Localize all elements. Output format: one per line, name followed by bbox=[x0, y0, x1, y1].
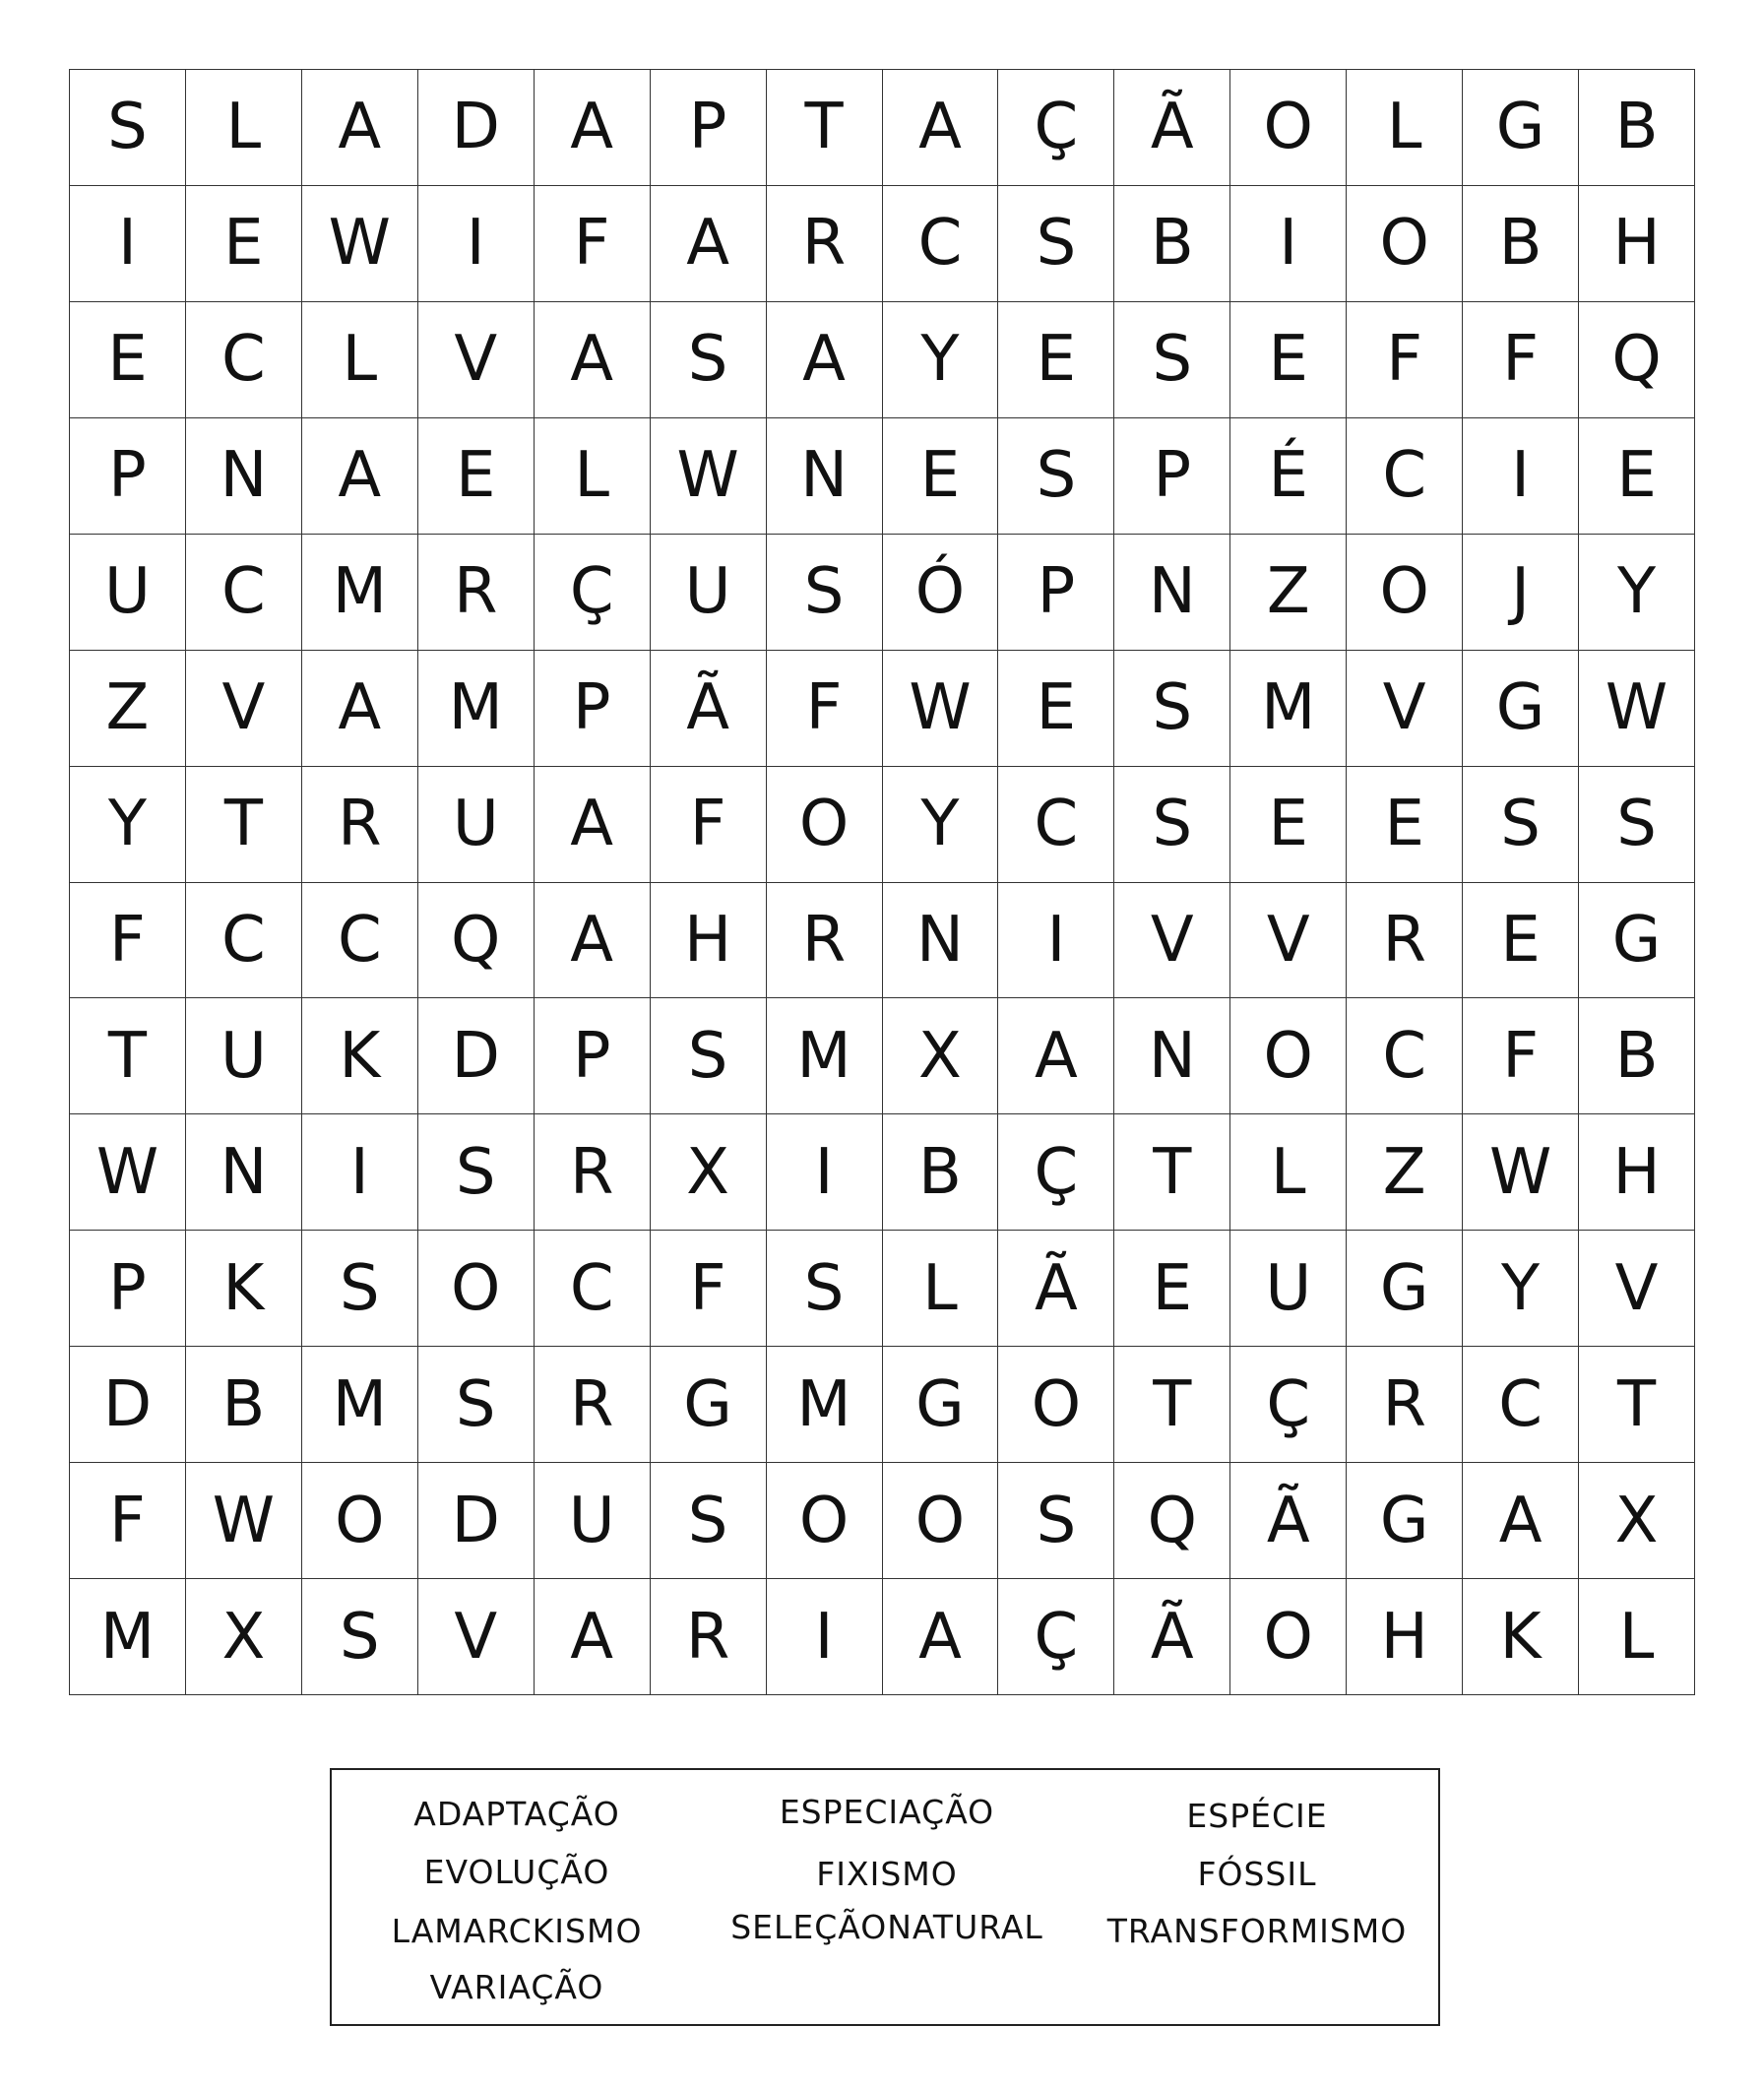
grid-cell[interactable]: O bbox=[1230, 1579, 1347, 1695]
grid-cell[interactable]: V bbox=[1579, 1231, 1695, 1347]
grid-cell[interactable]: A bbox=[302, 70, 418, 186]
word-item: TRANSFORMISMO bbox=[1106, 1912, 1408, 1950]
grid-cell[interactable]: R bbox=[767, 186, 883, 302]
grid-cell[interactable]: S bbox=[418, 1347, 535, 1463]
grid-cell[interactable]: M bbox=[767, 998, 883, 1114]
grid-cell[interactable]: M bbox=[1230, 651, 1347, 767]
grid-cell[interactable]: W bbox=[1463, 1114, 1579, 1231]
grid-cell[interactable]: Ã bbox=[998, 1231, 1114, 1347]
word-item: ESPECIAÇÃO bbox=[779, 1793, 995, 1831]
grid-cell[interactable]: F bbox=[70, 883, 186, 999]
grid-cell[interactable]: D bbox=[418, 998, 535, 1114]
grid-cell[interactable]: L bbox=[186, 70, 302, 186]
grid-cell[interactable]: S bbox=[651, 998, 767, 1114]
grid-cell[interactable]: G bbox=[1579, 883, 1695, 999]
grid-cell[interactable]: Q bbox=[1579, 302, 1695, 418]
word-item: VARIAÇÃO bbox=[429, 1968, 604, 2006]
grid-cell[interactable]: E bbox=[1114, 1231, 1230, 1347]
grid-cell[interactable]: A bbox=[998, 998, 1114, 1114]
grid-cell[interactable]: C bbox=[1347, 998, 1463, 1114]
grid-cell[interactable]: E bbox=[186, 186, 302, 302]
word-item: SELEÇÃONATURAL bbox=[730, 1908, 1043, 1946]
grid-cell[interactable]: A bbox=[883, 1579, 999, 1695]
grid-cell[interactable]: Ç bbox=[1230, 1347, 1347, 1463]
grid-cell[interactable]: S bbox=[418, 1114, 535, 1231]
grid-cell[interactable]: G bbox=[1463, 70, 1579, 186]
grid-cell[interactable]: T bbox=[1579, 1347, 1695, 1463]
grid-cell[interactable]: É bbox=[1230, 418, 1347, 535]
grid-cell[interactable]: E bbox=[998, 651, 1114, 767]
grid-cell[interactable]: N bbox=[1114, 535, 1230, 651]
grid-cell[interactable]: G bbox=[1463, 651, 1579, 767]
grid-cell[interactable]: B bbox=[186, 1347, 302, 1463]
grid-cell[interactable]: W bbox=[883, 651, 999, 767]
grid-cell[interactable]: Z bbox=[1347, 1114, 1463, 1231]
grid-cell[interactable]: A bbox=[535, 1579, 651, 1695]
grid-cell[interactable]: Y bbox=[1579, 535, 1695, 651]
grid-cell[interactable]: F bbox=[651, 1231, 767, 1347]
grid-cell[interactable]: E bbox=[70, 302, 186, 418]
word-list-column-1 bbox=[332, 1770, 702, 2024]
grid-cell[interactable]: E bbox=[998, 302, 1114, 418]
grid-cell[interactable]: N bbox=[186, 1114, 302, 1231]
grid-cell[interactable]: R bbox=[651, 1579, 767, 1695]
grid-cell[interactable]: E bbox=[418, 418, 535, 535]
grid-cell[interactable]: S bbox=[302, 1579, 418, 1695]
grid-cell[interactable]: A bbox=[883, 70, 999, 186]
grid-cell[interactable]: I bbox=[1463, 418, 1579, 535]
grid-cell[interactable]: P bbox=[70, 418, 186, 535]
grid-cell[interactable]: Q bbox=[418, 883, 535, 999]
grid-cell[interactable]: H bbox=[1579, 186, 1695, 302]
grid-cell[interactable]: A bbox=[535, 70, 651, 186]
grid-cell[interactable]: M bbox=[302, 535, 418, 651]
grid-cell[interactable]: S bbox=[1114, 302, 1230, 418]
grid-cell[interactable]: C bbox=[302, 883, 418, 999]
grid-cell[interactable]: R bbox=[535, 1114, 651, 1231]
grid-cell[interactable]: O bbox=[418, 1231, 535, 1347]
grid-cell[interactable]: T bbox=[767, 70, 883, 186]
grid-cell[interactable]: B bbox=[1114, 186, 1230, 302]
grid-cell[interactable]: P bbox=[998, 535, 1114, 651]
grid-cell[interactable]: L bbox=[1347, 70, 1463, 186]
word-item: ESPÉCIE bbox=[1186, 1797, 1328, 1835]
grid-cell[interactable]: C bbox=[535, 1231, 651, 1347]
word-item: EVOLUÇÃO bbox=[423, 1853, 610, 1891]
grid-cell[interactable]: N bbox=[1114, 998, 1230, 1114]
grid-cell[interactable]: E bbox=[1579, 418, 1695, 535]
grid-cell[interactable]: R bbox=[535, 1347, 651, 1463]
grid-cell[interactable]: Ç bbox=[535, 535, 651, 651]
grid-cell[interactable]: O bbox=[1347, 186, 1463, 302]
grid-cell[interactable]: S bbox=[1114, 651, 1230, 767]
grid-cell[interactable]: U bbox=[651, 535, 767, 651]
grid-cell[interactable]: F bbox=[535, 186, 651, 302]
grid-cell[interactable]: L bbox=[302, 302, 418, 418]
grid-cell[interactable]: C bbox=[883, 186, 999, 302]
grid-cell[interactable]: B bbox=[1463, 186, 1579, 302]
grid-cell[interactable]: W bbox=[70, 1114, 186, 1231]
grid-cell[interactable]: E bbox=[883, 418, 999, 535]
grid-cell[interactable]: Ç bbox=[998, 70, 1114, 186]
grid-cell[interactable]: L bbox=[1579, 1579, 1695, 1695]
word-item: ADAPTAÇÃO bbox=[413, 1795, 620, 1833]
grid-cell[interactable]: Z bbox=[70, 651, 186, 767]
grid-cell[interactable]: X bbox=[1579, 1463, 1695, 1579]
grid-cell[interactable]: I bbox=[998, 883, 1114, 999]
grid-cell[interactable]: V bbox=[186, 651, 302, 767]
grid-cell[interactable]: O bbox=[998, 1347, 1114, 1463]
grid-cell[interactable]: K bbox=[302, 998, 418, 1114]
grid-cell[interactable]: V bbox=[1230, 883, 1347, 999]
grid-cell[interactable]: R bbox=[1347, 1347, 1463, 1463]
grid-cell[interactable]: K bbox=[186, 1231, 302, 1347]
grid-cell[interactable]: Ç bbox=[998, 1579, 1114, 1695]
grid-cell[interactable]: B bbox=[1579, 998, 1695, 1114]
grid-cell[interactable]: T bbox=[1114, 1347, 1230, 1463]
grid-cell[interactable]: D bbox=[418, 1463, 535, 1579]
grid-cell[interactable]: Q bbox=[1114, 1463, 1230, 1579]
grid-cell[interactable]: C bbox=[186, 535, 302, 651]
grid-cell[interactable]: F bbox=[1463, 302, 1579, 418]
grid-cell[interactable]: V bbox=[418, 1579, 535, 1695]
grid-cell[interactable]: E bbox=[1347, 767, 1463, 883]
grid-cell[interactable]: S bbox=[998, 418, 1114, 535]
grid-cell[interactable]: Ç bbox=[998, 1114, 1114, 1231]
grid-cell[interactable]: E bbox=[1463, 883, 1579, 999]
word-list-column-2 bbox=[702, 1770, 1072, 2024]
grid-cell[interactable]: R bbox=[302, 767, 418, 883]
grid-cell[interactable]: B bbox=[1579, 70, 1695, 186]
word-item: FÓSSIL bbox=[1197, 1855, 1317, 1893]
grid-cell[interactable]: Ó bbox=[883, 535, 999, 651]
grid-cell[interactable]: U bbox=[1230, 1231, 1347, 1347]
grid-cell[interactable]: L bbox=[883, 1231, 999, 1347]
grid-cell[interactable]: T bbox=[186, 767, 302, 883]
grid-cell[interactable]: U bbox=[70, 535, 186, 651]
word-item: LAMARCKISMO bbox=[391, 1912, 643, 1950]
grid-cell[interactable]: A bbox=[651, 186, 767, 302]
grid-cell[interactable]: Ã bbox=[1230, 1463, 1347, 1579]
grid-cell[interactable]: F bbox=[651, 767, 767, 883]
grid-cell[interactable]: H bbox=[651, 883, 767, 999]
grid-cell[interactable]: V bbox=[1347, 651, 1463, 767]
grid-cell[interactable]: S bbox=[1463, 767, 1579, 883]
grid-cell[interactable]: W bbox=[302, 186, 418, 302]
grid-cell[interactable]: P bbox=[1114, 418, 1230, 535]
word-item: FIXISMO bbox=[816, 1855, 958, 1893]
grid-cell[interactable]: A bbox=[1463, 1463, 1579, 1579]
grid-cell[interactable]: S bbox=[998, 186, 1114, 302]
grid-cell[interactable]: H bbox=[1347, 1579, 1463, 1695]
grid-cell[interactable]: W bbox=[651, 418, 767, 535]
grid-cell[interactable]: V bbox=[418, 302, 535, 418]
grid-cell[interactable]: S bbox=[651, 1463, 767, 1579]
grid-cell[interactable]: O bbox=[767, 767, 883, 883]
grid-cell[interactable]: Ã bbox=[651, 651, 767, 767]
grid-cell[interactable]: W bbox=[186, 1463, 302, 1579]
grid-cell[interactable]: M bbox=[302, 1347, 418, 1463]
grid-cell[interactable]: S bbox=[1114, 767, 1230, 883]
grid-cell[interactable]: N bbox=[186, 418, 302, 535]
grid-cell[interactable]: D bbox=[418, 70, 535, 186]
grid-cell[interactable]: U bbox=[418, 767, 535, 883]
grid-cell[interactable]: N bbox=[767, 418, 883, 535]
grid-cell[interactable]: O bbox=[767, 1463, 883, 1579]
grid-cell[interactable]: Y bbox=[883, 302, 999, 418]
grid-cell[interactable]: L bbox=[535, 418, 651, 535]
grid-cell[interactable]: R bbox=[1347, 883, 1463, 999]
grid-cell[interactable]: S bbox=[651, 302, 767, 418]
grid-cell[interactable]: P bbox=[70, 1231, 186, 1347]
grid-cell[interactable]: P bbox=[651, 70, 767, 186]
grid-cell[interactable]: I bbox=[767, 1579, 883, 1695]
word-search-grid bbox=[69, 69, 1695, 1695]
grid-cell[interactable]: A bbox=[302, 651, 418, 767]
grid-cell[interactable]: A bbox=[302, 418, 418, 535]
grid-cell[interactable]: O bbox=[1230, 998, 1347, 1114]
grid-cell[interactable]: P bbox=[535, 651, 651, 767]
grid-cell[interactable]: F bbox=[767, 651, 883, 767]
grid-cell[interactable]: Ã bbox=[1114, 1579, 1230, 1695]
grid-cell[interactable]: I bbox=[302, 1114, 418, 1231]
grid-cell[interactable]: L bbox=[1230, 1114, 1347, 1231]
grid-cell[interactable]: I bbox=[418, 186, 535, 302]
grid-cell[interactable]: C bbox=[186, 302, 302, 418]
grid-cell[interactable]: I bbox=[70, 186, 186, 302]
grid-cell[interactable]: V bbox=[1114, 883, 1230, 999]
grid-cell[interactable]: G bbox=[1347, 1463, 1463, 1579]
grid-cell[interactable]: N bbox=[883, 883, 999, 999]
grid-cell[interactable]: S bbox=[767, 535, 883, 651]
grid-cell[interactable]: M bbox=[418, 651, 535, 767]
grid-cell[interactable]: O bbox=[883, 1463, 999, 1579]
grid-cell[interactable]: Y bbox=[70, 767, 186, 883]
grid-cell[interactable]: D bbox=[70, 1347, 186, 1463]
grid-cell[interactable]: C bbox=[186, 883, 302, 999]
grid-cell[interactable]: S bbox=[302, 1231, 418, 1347]
grid-cell[interactable]: M bbox=[767, 1347, 883, 1463]
grid-cell[interactable]: J bbox=[1463, 535, 1579, 651]
grid-cell[interactable]: X bbox=[651, 1114, 767, 1231]
grid-cell[interactable]: G bbox=[651, 1347, 767, 1463]
grid-cell[interactable]: F bbox=[70, 1463, 186, 1579]
grid-cell[interactable]: Ã bbox=[1114, 70, 1230, 186]
grid-cell[interactable]: A bbox=[535, 302, 651, 418]
grid-cell[interactable]: I bbox=[1230, 186, 1347, 302]
grid-cell[interactable]: K bbox=[1463, 1579, 1579, 1695]
grid-cell[interactable]: O bbox=[302, 1463, 418, 1579]
grid-cell[interactable]: P bbox=[535, 998, 651, 1114]
grid-cell[interactable]: O bbox=[1230, 70, 1347, 186]
word-list-column-3 bbox=[1072, 1770, 1442, 2024]
grid-cell[interactable]: S bbox=[70, 70, 186, 186]
grid-cell[interactable]: X bbox=[883, 998, 999, 1114]
grid-cell[interactable]: U bbox=[535, 1463, 651, 1579]
grid-cell[interactable]: G bbox=[1347, 1231, 1463, 1347]
grid-cell[interactable]: F bbox=[1347, 302, 1463, 418]
grid-cell[interactable]: M bbox=[70, 1579, 186, 1695]
grid-cell[interactable]: T bbox=[70, 998, 186, 1114]
grid-cell[interactable]: A bbox=[535, 767, 651, 883]
grid-cell[interactable]: I bbox=[767, 1114, 883, 1231]
grid-cell[interactable]: E bbox=[1230, 302, 1347, 418]
grid-cell[interactable]: S bbox=[767, 1231, 883, 1347]
grid-cell[interactable]: T bbox=[1114, 1114, 1230, 1231]
grid-cell[interactable]: H bbox=[1579, 1114, 1695, 1231]
grid-cell[interactable]: Z bbox=[1230, 535, 1347, 651]
grid-cell[interactable]: S bbox=[1579, 767, 1695, 883]
grid-cell[interactable]: A bbox=[535, 883, 651, 999]
grid-cell[interactable]: C bbox=[998, 767, 1114, 883]
grid-cell[interactable]: E bbox=[1230, 767, 1347, 883]
grid-cell[interactable]: X bbox=[186, 1579, 302, 1695]
grid-cell[interactable]: C bbox=[1347, 418, 1463, 535]
grid-cell[interactable]: U bbox=[186, 998, 302, 1114]
grid-cell[interactable]: Y bbox=[1463, 1231, 1579, 1347]
grid-cell[interactable]: R bbox=[767, 883, 883, 999]
grid-cell[interactable]: W bbox=[1579, 651, 1695, 767]
word-list-box bbox=[330, 1768, 1440, 2026]
grid-cell[interactable]: C bbox=[1463, 1347, 1579, 1463]
grid-cell[interactable]: A bbox=[767, 302, 883, 418]
grid-cell[interactable]: O bbox=[1347, 535, 1463, 651]
grid-cell[interactable]: Y bbox=[883, 767, 999, 883]
grid-cell[interactable]: B bbox=[883, 1114, 999, 1231]
grid-cell[interactable]: R bbox=[418, 535, 535, 651]
grid-cell[interactable]: F bbox=[1463, 998, 1579, 1114]
grid-cell[interactable]: S bbox=[998, 1463, 1114, 1579]
grid-cell[interactable]: G bbox=[883, 1347, 999, 1463]
